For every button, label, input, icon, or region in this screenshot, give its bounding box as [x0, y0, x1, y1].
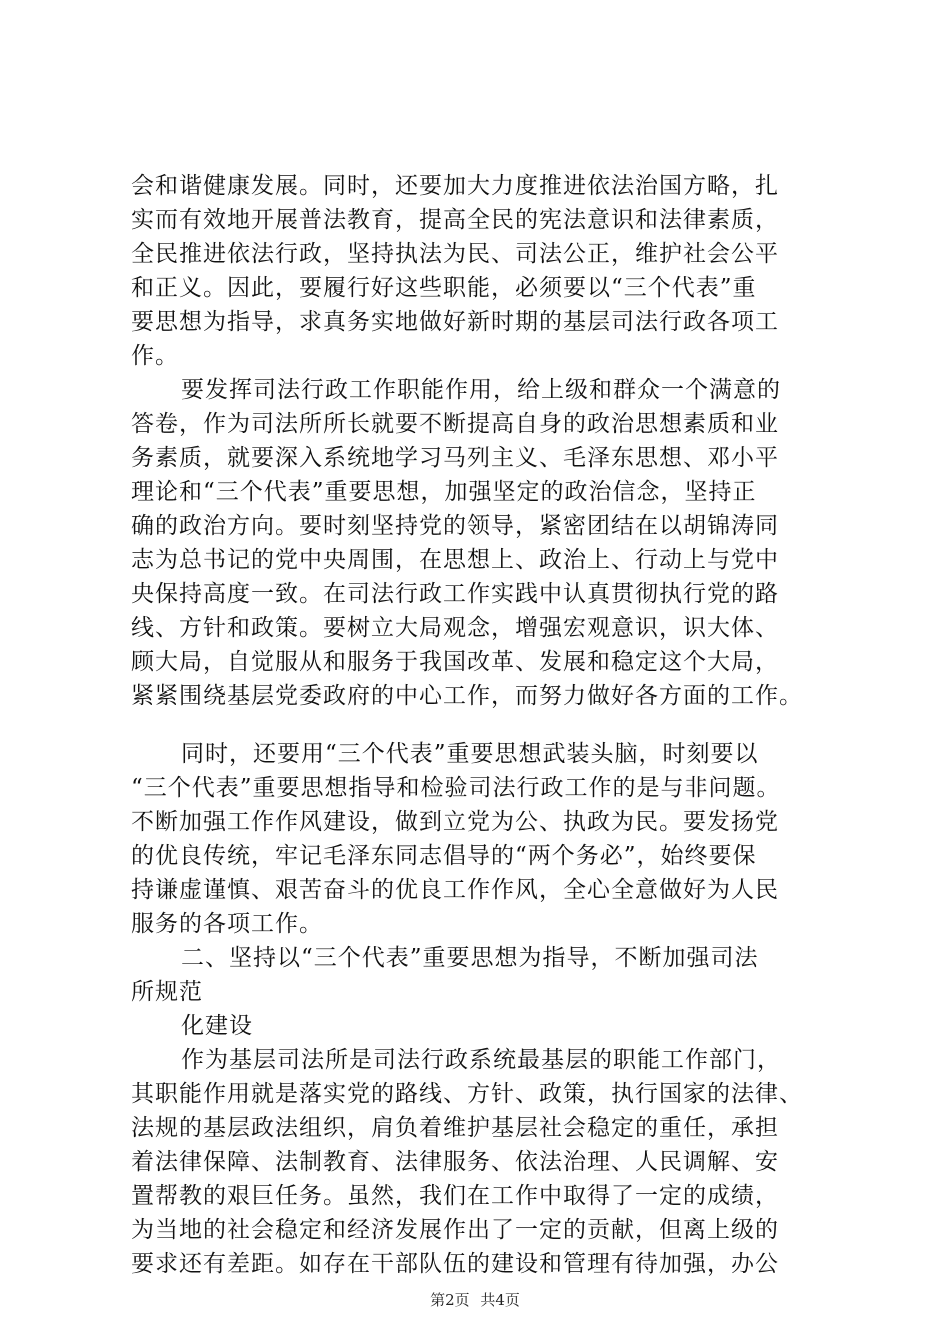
text-line: 和正义。因此，要履行好这些职能，必须要以“三个代表”重: [131, 275, 757, 301]
text-line: 法规的基层政法组织，肩负着维护基层社会稳定的重任，承担: [131, 1115, 779, 1141]
text-line: 作。: [131, 343, 179, 369]
text-line: 紧紧围绕基层党委政府的中心工作，而努力做好各方面的工作。: [131, 683, 803, 709]
page-number: 第2页: [430, 1291, 470, 1309]
text-line: 要求还有差距。如存在干部队伍的建设和管理有待加强，办公: [131, 1251, 779, 1277]
text-line: 志为总书记的党中央周围，在思想上、政治上、行动上与党中: [131, 547, 779, 573]
text-line: 着法律保障、法制教育、法律服务、依法治理、人民调解、安: [131, 1149, 779, 1175]
text-line: 为当地的社会稳定和经济发展作出了一定的贡献，但离上级的: [131, 1217, 779, 1243]
section-heading-line: 所规范: [131, 979, 203, 1005]
text-line: 会和谐健康发展。同时，还要加大力度推进依法治国方略，扎: [131, 173, 779, 199]
page-footer: [0, 1290, 950, 1310]
text-line: 线、方针和政策。要树立大局观念，增强宏观意识，识大体、: [131, 615, 779, 641]
text-line: 的优良传统，牢记毛泽东同志倡导的“两个务必”，始终要保: [131, 843, 757, 869]
section-heading-line: 化建设: [181, 1013, 253, 1039]
text-line: 实而有效地开展普法教育，提高全民的宪法意识和法律素质，: [131, 207, 779, 233]
paragraph-first-line: 要发挥司法行政工作职能作用，给上级和群众一个满意的: [181, 377, 781, 403]
text-line: 置帮教的艰巨任务。虽然，我们在工作中取得了一定的成绩，: [131, 1183, 779, 1209]
text-line: 答卷，作为司法所所长就要不断提高自身的政治思想素质和业: [131, 411, 779, 437]
section-heading-line: 二、坚持以“三个代表”重要思想为指导，不断加强司法: [181, 945, 759, 971]
paragraph-first-line: 作为基层司法所是司法行政系统最基层的职能工作部门，: [181, 1047, 781, 1073]
text-line: 确的政治方向。要时刻坚持党的领导，紧密团结在以胡锦涛同: [131, 513, 779, 539]
text-line: 要思想为指导，求真务实地做好新时期的基层司法行政各项工: [131, 309, 779, 335]
paragraph-first-line: 同时，还要用“三个代表”重要思想武装头脑，时刻要以: [181, 741, 759, 767]
text-line: 理论和“三个代表”重要思想，加强坚定的政治信念，坚持正: [131, 479, 757, 505]
text-line: 顾大局，自觉服从和服务于我国改革、发展和稳定这个大局，: [131, 649, 779, 675]
text-line: 服务的各项工作。: [131, 911, 323, 937]
text-line: 务素质，就要深入系统地学习马列主义、毛泽东思想、邓小平: [131, 445, 779, 471]
page-total: 共4页: [480, 1291, 520, 1309]
text-line: 不断加强工作作风建设，做到立党为公、执政为民。要发扬党: [131, 809, 779, 835]
text-line: 持谦虚谨慎、艰苦奋斗的优良工作作风，全心全意做好为人民: [131, 877, 779, 903]
text-line: 全民推进依法行政，坚持执法为民、司法公正，维护社会公平: [131, 241, 779, 267]
text-line: 其职能作用就是落实党的路线、方针、政策，执行国家的法律、: [131, 1081, 803, 1107]
text-line: “三个代表”重要思想指导和检验司法行政工作的是与非问题。: [131, 775, 781, 801]
text-line: 央保持高度一致。在司法行政工作实践中认真贯彻执行党的路: [131, 581, 779, 607]
